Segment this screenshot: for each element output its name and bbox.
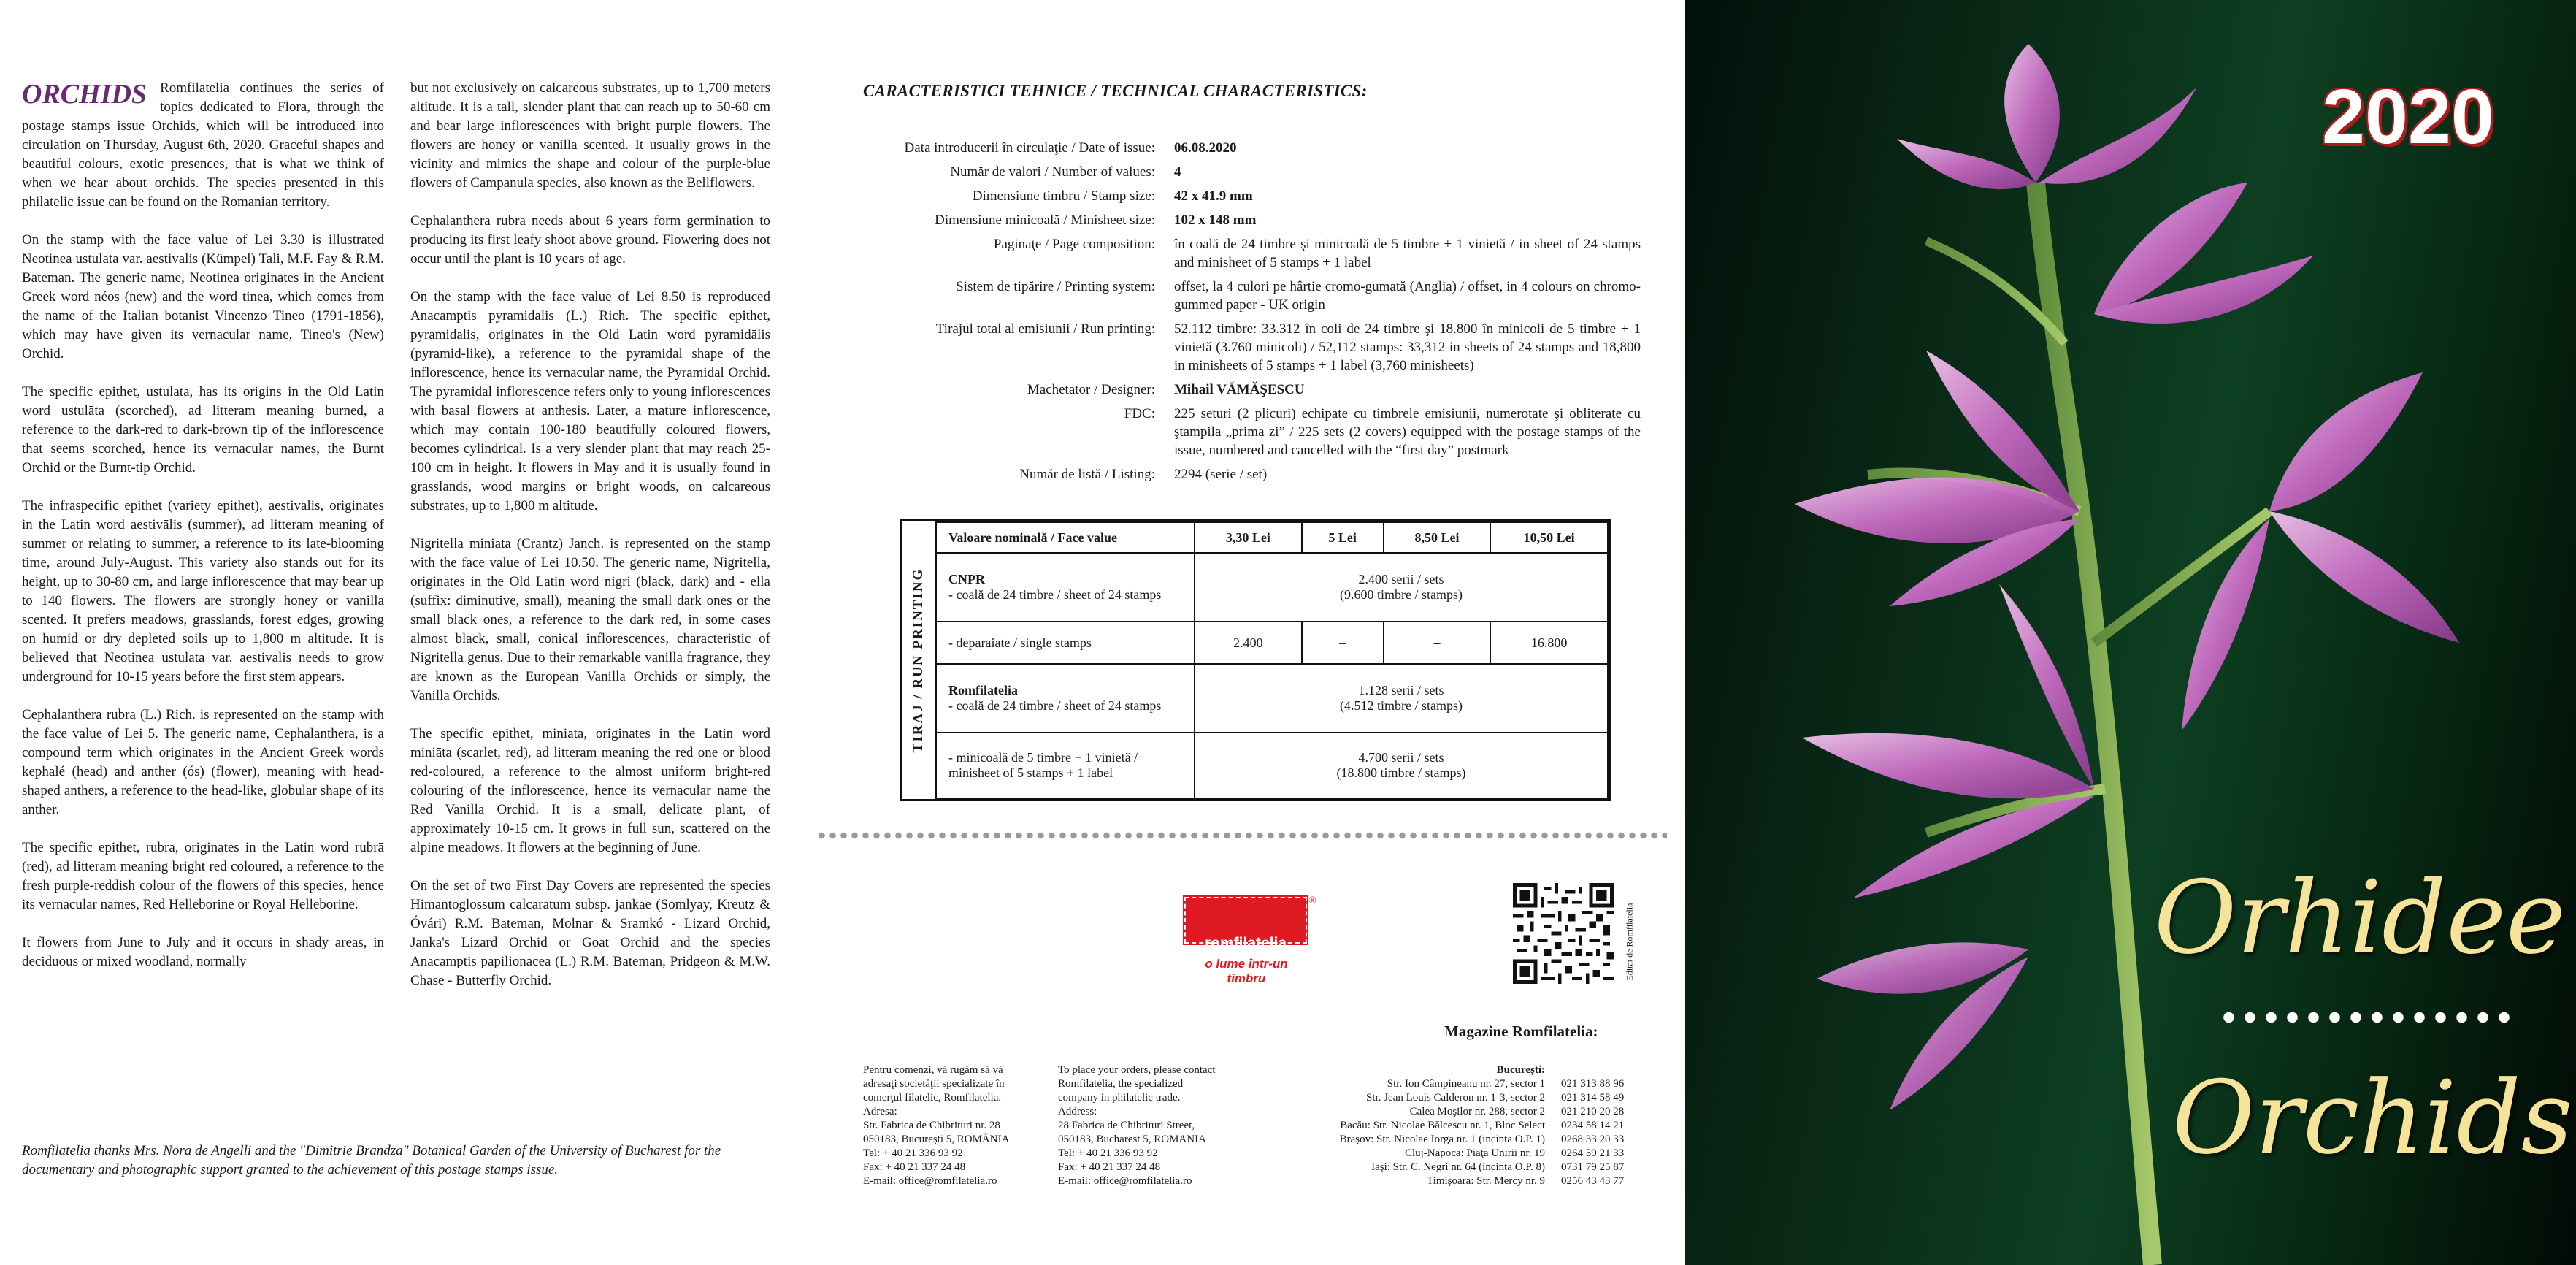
shop-list — [1256, 1063, 1641, 1188]
spec-value: 06.08.2020 — [1174, 140, 1237, 156]
spec-value: Mihail VĂMĂŞESCU — [1174, 382, 1305, 397]
text-column-right — [410, 79, 770, 1009]
romfilatelia-logo — [1184, 895, 1316, 985]
acknowledgement: Romfilatelia thanks Mrs. Nora de Angelli and the "Dimitrie Brandza" Botanical Garden of the University of Bucharest for the documentary and photographic support granted to the achievement of this postage stamps issue. — [22, 1143, 721, 1177]
paragraph: The specific epithet, rubra, originates in the Latin word rubrā (red), ad litteram meaning bright red coloured, a reference to the fresh purple-reddish colour of the flowers of this species, hence its vernacular names, Red Helleborine or Royal Helleborine. — [22, 840, 384, 912]
section-title: ORCHIDS — [22, 79, 147, 110]
contact-en: To place your orders, please contact Romfilatelia, the specialized company in philatelic trade. Address: 28 Fabrica de Chibrituri Street, 050183, Bucharest 5, ROMANIA Tel: + 40 21 336 93 92 Fax: + 40 21 337 24 48 E-mail: office@romfilatelia.ro — [1058, 1064, 1216, 1187]
table-row — [936, 733, 1608, 798]
list-item: Bacău: Str. Nicolae Bălcescu nr. 1, Bloc Select 0234 58 14 21 — [1340, 1120, 1625, 1131]
table-cell: 16.800 — [1490, 622, 1608, 664]
paragraph: The infraspecific epithet (variety epithet), aestivalis, originates in the Latin word aestivālis (summer), ad litteram meaning of summer or relating to summer, a reference to its late-blooming time, around July-August. This variety also stands out for its height, up to 30-80 cm, and large inflorescence that may bear up to 140 flowers. The flowers are strongly honey or vanilla scented. It prefers meadows, grasslands, forest edges, growing on humid or dry depleted soils up to 1,800 m altitude. It is believed that Neotinea ustulata var. aestivalis needs to grow underground for 10-15 years before the first stem appears. — [22, 498, 384, 684]
cover-title-en: Orchids — [2172, 1059, 2573, 1177]
spec-label: FDC: — [1124, 406, 1155, 421]
logo-tagline: o lume într-un timbru — [1205, 957, 1288, 985]
tech-title: CARACTERISTICI TEHNICE / TECHNICAL CHARACTERISTICS: — [863, 82, 1368, 100]
paragraph: Cephalanthera rubra needs about 6 years form germination to producing its first leafy shoot above ground. Flowering does not occur until the plant is 10 years of age. — [410, 213, 770, 267]
run-side-label: TIRAJ / RUN PRINTING — [902, 521, 937, 799]
table-header: Valoare nominală / Face value — [936, 522, 1195, 553]
spec-label: Data introducerii în circulaţie / Date of issue: — [904, 140, 1155, 156]
paragraph: On the set of two First Day Covers are represented the species Himantoglossum calcaratum subsp. jankae (Somlyay, Kreutz & Óvári) R.M. Bateman, Molnar & Sramkó - Lizard Orchid, Janka's Lizard Orchid or Goat Orchid and the species Anacamptis papilionacea (L.) R.M. Bateman, Pridgeon & M.W. Chase - Butterfly Orchid. — [410, 878, 770, 988]
list-item: Timişoara: Str. Mercy nr. 9 0256 43 43 77 — [1427, 1175, 1625, 1187]
spec-value: offset, la 4 culori pe hârtie cromo-gumată (Anglia) / offset, in 4 colours on chromo-gummed paper - UK origin — [1174, 279, 1641, 313]
table-cell: 2.400 serii / sets (9.600 timbre / stamps) — [1195, 553, 1608, 622]
run-printing-table — [900, 519, 1611, 801]
table-header-row — [936, 522, 1608, 553]
table-row — [936, 664, 1608, 733]
text-column-left — [22, 79, 384, 990]
contact-ro: Pentru comenzi, vă rugăm să vă adresaţi societăţii specializate în comerţul filatelic, Romfilatelia. Adresa: Str. Fabrica de Chibrituri nr. 28 050183, Bucureşti 5, ROMÂNIA Tel: + 40 21 336 93 92 Fax: + 40 21 337 24 48 E-mail: office@romfilatelia.ro — [863, 1064, 1010, 1187]
spec-value: 102 x 148 mm — [1174, 213, 1257, 228]
dotted-divider — [816, 831, 1667, 840]
table-cell: Romfilatelia - coală de 24 timbre / sheet of 24 stamps — [936, 664, 1195, 733]
table-header: 3,30 Lei — [1195, 522, 1302, 553]
paragraph: On the stamp with the face value of Lei 8.50 is reproduced Anacamptis pyramidalis (L.) Rich. The specific epithet, pyramidalis, originates in the Old Latin word pyramidālis (pyramid-like), a reference to the pyramidal shape of the inflorescence, hence its vernacular name, the Pyramidal Orchid. The pyramidal inflorescence refers only to young inflorescences with basal flowers at anthesis. Later, a mature inflorescence, which may contain 100-180 beautifully coloured flowers, becomes cylindrical. Is a very slender plant that may reach 25-100 cm in height. It flowers in May and it is usually found in grasslands, wood margins or bright woods, on calcareous substrates, up to 1,800 m altitude. — [410, 289, 770, 513]
orchid-flower — [1795, 351, 2079, 606]
spec-label: Tirajul total al emisiunii / Run printing: — [935, 321, 1155, 337]
table-row — [936, 622, 1608, 664]
list-item: Str. Jean Louis Calderon nr. 1-3, sector 2 021 314 58 49 — [1366, 1092, 1625, 1104]
spec-value: 2294 (serie / set) — [1174, 467, 1268, 482]
table-cell: 4.700 serii / sets (18.800 timbre / stamps) — [1195, 733, 1608, 798]
spec-value: 4 — [1174, 164, 1181, 180]
list-item: Str. Ion Câmpineanu nr. 27, sector 1 021 313 88 96 — [1387, 1078, 1625, 1090]
table-cell: - minicoală de 5 timbre + 1 vinietă / minisheet of 5 stamps + 1 label — [936, 733, 1195, 798]
spec-row — [863, 139, 1641, 157]
spec-label: Machetator / Designer: — [1027, 382, 1155, 397]
spec-label: Număr de listă / Listing: — [1019, 467, 1155, 482]
dotted-ornament — [2218, 1011, 2510, 1024]
spec-row — [863, 405, 1641, 459]
spec-row — [863, 235, 1641, 272]
list-item: Iaşi: Str. C. Negri nr. 64 (incinta O.P. 8) 0731 79 25 87 — [1371, 1161, 1625, 1173]
spec-value: 225 seturi (2 plicuri) echipate cu timbrele emisiunii, numerotate şi obliterate cu ştampila „prima zi” / 225 sets (2 covers) equipped with the postage stamps of the issue, numbered and cancelled with the “first day” postmark — [1174, 406, 1641, 458]
qr-code-icon — [1513, 883, 1614, 984]
spec-row — [863, 163, 1641, 181]
spec-row — [863, 278, 1641, 314]
run-table — [935, 521, 1609, 799]
orchid-flower — [1817, 942, 2028, 1110]
paragraph: The specific epithet, miniata, originates in the Latin word miniāta (scarlet, red), ad litteram meaning the red one or blood red-coloured, a reference to the almost uniform bright-red colouring of the inflorescence, hence its vernacular name the Red Vanilla Orchid. It is a small, delicate plant, of approximately 10-15 cm. It grows in full sun, scattered on the alpine meadows. It flowers at the beginning of June. — [410, 726, 770, 855]
spec-label: Paginaţe / Page composition: — [993, 237, 1155, 252]
spec-list — [863, 139, 1641, 489]
cover-year: 2020 — [2322, 74, 2494, 160]
list-item: Braşov: Str. Nicolae Iorga nr. 1 (incinta O.P. 1) 0268 33 20 33 — [1339, 1134, 1625, 1145]
table-cell: – — [1302, 622, 1384, 664]
cover-title-ro: Orhidee — [2154, 859, 2566, 977]
publisher-note: Editat de Romfilatelia — [1624, 903, 1635, 981]
registered-mark: ® — [1308, 895, 1316, 906]
paragraph: It flowers from June to July and it occurs in shady areas, in deciduous or mixed woodland, normally — [22, 935, 384, 969]
orchid-flower — [1802, 584, 2094, 898]
orchid-flower — [1897, 44, 2196, 189]
table-row — [936, 553, 1608, 622]
spec-row — [863, 320, 1641, 375]
table-cell: - deparaiate / single stamps — [936, 622, 1195, 664]
list-item: Cluj-Napoca: Piaţa Unirii nr. 19 0264 59 21 33 — [1404, 1147, 1625, 1159]
table-cell: 1.128 serii / sets (4.512 timbre / stamps) — [1195, 664, 1608, 733]
spec-label: Dimensiune minicoală / Minisheet size: — [935, 213, 1155, 228]
orchid-flower — [2094, 183, 2313, 324]
paragraph: but not exclusively on calcareous substrates, up to 1,700 meters altitude. It is a tall, slender plant that can reach up to 50-60 cm and bear large inflorescences with bright purple flowers. The flowers are honey or vanilla scented. It usually grows in the vicinity and mimics the shape and colour of the purple-blue flowers of Campanula species, also known as the Bellflowers. — [410, 80, 770, 191]
spec-row — [863, 465, 1641, 484]
spec-row — [863, 211, 1641, 229]
orchid-stem — [2036, 183, 2153, 1265]
paragraph: On the stamp with the face value of Lei 3.30 is illustrated Neotinea ustulata var. aestivalis (Kümpel) Tali, M.F. Fay & R.M. Bateman. The generic name, Neotinea originates in the Ancient Greek word néos (new) and the word tinea, which comes from the name of the Italian botanist Vincenzo Tineo (1791-1856), which may have given its vernacular name, Tineo's (New) Orchid. — [22, 232, 384, 362]
paragraph: The specific epithet, ustulata, has its origins in the Old Latin word ustulāta (scorched), ad litteram meaning burned, a reference to the dark-red to dark-brown tip of the inflorescence that seems scorched, hence its vernacular names, the Burnt Orchid or the Burnt-tip Orchid. — [22, 384, 384, 475]
paragraph: Romfilatelia continues the series of topics dedicated to Flora, through the postage stamps issue Orchids, which will be introduced into circulation on Thursday, August 6th, 2020. Graceful shapes and beautiful colours, exotic presences, that is what we think of when we hear about orchids. The species presented in this philatelic issue can be found on the Romanian territory. — [22, 80, 384, 210]
spec-row — [863, 187, 1641, 205]
spec-row — [863, 381, 1641, 399]
table-cell: CNPR - coală de 24 timbre / sheet of 24 stamps — [936, 553, 1195, 622]
spec-value: în coală de 24 timbre şi minicoală de 5 timbre + 1 vinietă / in sheet of 24 stamps and minisheet of 5 stamps + 1 label — [1174, 237, 1641, 270]
paragraph: Cephalanthera rubra (L.) Rich. is represented on the stamp with the face value of Lei 5. The generic name, Cephalanthera, is a compound term which originates in the Ancient Greek words kephalé (head) and anther (ós) (flower), meaning with head-shaped anthers, a reference to the head-like, globular shape of its anther. — [22, 707, 384, 817]
spec-label: Număr de valori / Number of values: — [950, 164, 1155, 180]
table-header: 5 Lei — [1302, 522, 1384, 553]
paragraph: Nigritella miniata (Crantz) Janch. is represented on the stamp with the face value of Lei 10.50. The generic name, Nigritella, originates in the Old Latin word nigri (black, dark) and - ella (suffix: diminutive, small), meaning the small dark ones or the small black ones, a reference to the dark red, in some cases almost black, small, conical inflorescences, characteristic of Nigritella genus. Due to their remarkable vanilla fragrance, they are known as the European Vanilla Orchids or simply, the Vanilla Orchids. — [410, 536, 770, 703]
spec-value: 42 x 41.9 mm — [1174, 188, 1253, 204]
list-item: Calea Moşilor nr. 288, sector 2 021 210 20 28 — [1409, 1106, 1625, 1117]
table-header: 8,50 Lei — [1384, 522, 1491, 553]
spec-value: 52.112 timbre: 33.312 în coli de 24 timbre şi 18.800 în minicoli de 5 timbre + 1 vinietă (3.760 minicoli) / 52,112 stamps: 33,312 in sheets of 24 stamps and 18,800 in minisheets of 5 stamps + 1 label (3,760 minisheets) — [1174, 321, 1641, 373]
spec-label: Sistem de tipărire / Printing system: — [956, 279, 1155, 294]
spec-label: Dimensiune timbru / Stamp size: — [972, 188, 1155, 204]
shops-title: Magazine Romfilatelia: — [1444, 1023, 1598, 1040]
table-header: 10,50 Lei — [1490, 522, 1608, 553]
table-cell: – — [1384, 622, 1491, 664]
list-item: Bucureşti: — [1496, 1064, 1545, 1076]
logo-name: romfilatelia — [1204, 935, 1287, 952]
table-cell: 2.400 — [1195, 622, 1302, 664]
